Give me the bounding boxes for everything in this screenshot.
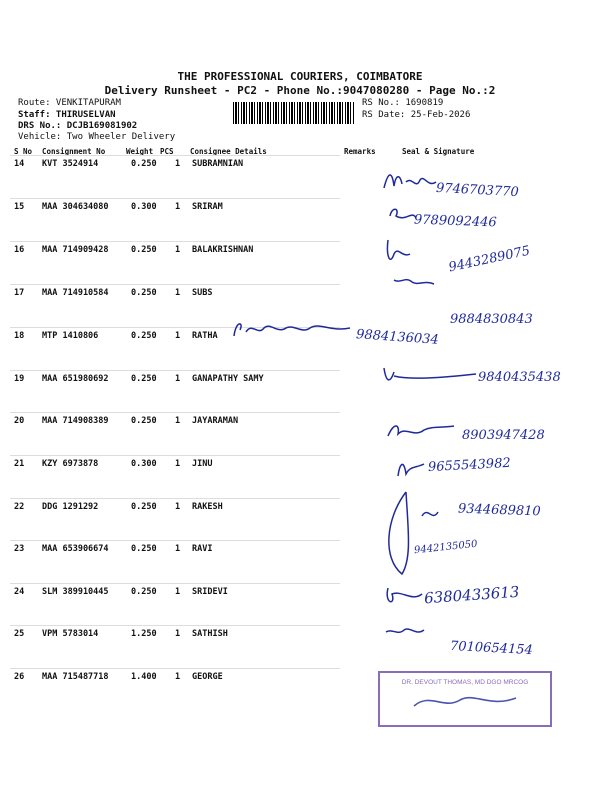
row-pcs: 1 xyxy=(175,502,181,512)
row-pcs: 1 xyxy=(175,587,181,597)
row-pcs: 1 xyxy=(175,159,181,169)
row-consignee: GEORGE xyxy=(192,672,223,682)
row-pcs: 1 xyxy=(175,544,181,554)
row-pcs: 1 xyxy=(175,459,181,469)
row-weight: 0.250 xyxy=(131,374,157,384)
row-consignment: MAA 653906674 xyxy=(42,544,109,554)
company-title: THE PROFESSIONAL COURIERS, COIMBATORE xyxy=(177,70,423,83)
row-consignee: GANAPATHY SAMY xyxy=(192,374,264,384)
signature-image xyxy=(394,456,430,482)
row-divider xyxy=(10,540,340,541)
row-consignment: MAA 715487718 xyxy=(42,672,109,682)
handwritten-phone: 7010654154 xyxy=(449,638,534,659)
row-consignment: KVT 3524914 xyxy=(42,159,99,169)
row-pcs: 1 xyxy=(175,416,181,426)
row-sno: 17 xyxy=(14,288,25,298)
row-consignee: JINU xyxy=(192,459,213,469)
rs-date: RS Date: 25-Feb-2026 xyxy=(362,110,471,120)
row-consignment: MAA 651980692 xyxy=(42,374,109,384)
row-consignment: MAA 714908389 xyxy=(42,416,109,426)
row-divider xyxy=(10,198,340,199)
signature-image xyxy=(386,204,420,226)
row-consignee: SRIDEVI xyxy=(192,587,228,597)
row-divider xyxy=(10,241,340,242)
stamp-signature-image xyxy=(410,690,520,712)
col-seal-signature: Seal & Signature xyxy=(402,147,475,156)
col-consignee: Consignee Details xyxy=(190,147,267,156)
row-sno: 15 xyxy=(14,202,25,212)
row-consignment: MAA 714909428 xyxy=(42,245,109,255)
col-sno: S No xyxy=(14,147,33,156)
handwritten-phone: 9443289075 xyxy=(447,243,532,276)
row-weight: 1.400 xyxy=(131,672,157,682)
row-sno: 14 xyxy=(14,159,25,169)
row-sno: 16 xyxy=(14,245,25,255)
signature-image xyxy=(384,420,458,442)
row-weight: 0.250 xyxy=(131,159,157,169)
rs-number: RS No.: 1690819 xyxy=(362,98,444,108)
handwritten-phone: 9655543982 xyxy=(427,455,512,476)
row-sno: 19 xyxy=(14,374,25,384)
row-consignee: SRIRAM xyxy=(192,202,223,212)
row-sno: 23 xyxy=(14,544,25,554)
row-pcs: 1 xyxy=(175,245,181,255)
barcode-image xyxy=(233,102,355,124)
row-weight: 0.250 xyxy=(131,544,157,554)
row-sno: 22 xyxy=(14,502,25,512)
handwritten-phone: 9442135050 xyxy=(413,538,479,557)
row-pcs: 1 xyxy=(175,629,181,639)
drs-label: DRS No.: DCJB169081902 xyxy=(18,121,138,131)
signature-image xyxy=(230,318,360,340)
row-weight: 0.250 xyxy=(131,502,157,512)
col-weight: Weight xyxy=(126,147,154,156)
row-sno: 25 xyxy=(14,629,25,639)
row-sno: 20 xyxy=(14,416,25,426)
handwritten-phone: 9884136034 xyxy=(355,327,440,348)
handwritten-phone: 9884830843 xyxy=(450,312,533,327)
col-consignment: Consignment No xyxy=(42,147,106,156)
handwritten-phone: 9840435438 xyxy=(478,370,561,385)
col-remarks: Remarks xyxy=(344,147,376,156)
row-weight: 0.250 xyxy=(131,587,157,597)
stamp-text: DR. DEVOUT THOMAS, MD DGO MRCOG xyxy=(401,679,529,686)
handwritten-phone: 9344689810 xyxy=(457,501,541,520)
row-consignment: MAA 714910584 xyxy=(42,288,109,298)
row-weight: 0.300 xyxy=(131,202,157,212)
handwritten-phone: 9789092446 xyxy=(413,212,497,231)
handwritten-phone: 9746703770 xyxy=(435,180,520,201)
row-weight: 0.250 xyxy=(131,245,157,255)
row-consignment: VPM 5783014 xyxy=(42,629,99,639)
doctor-stamp xyxy=(378,671,552,727)
row-consignee: SATHISH xyxy=(192,629,228,639)
signature-image xyxy=(382,236,452,300)
row-divider xyxy=(10,625,340,626)
row-consignee: SUBS xyxy=(192,288,213,298)
row-weight: 1.250 xyxy=(131,629,157,639)
row-consignee: SUBRAMNIAN xyxy=(192,159,244,169)
row-pcs: 1 xyxy=(175,672,181,682)
row-divider xyxy=(10,284,340,285)
vehicle-label: Vehicle: Two Wheeler Delivery xyxy=(18,132,176,142)
row-consignment: KZY 6973878 xyxy=(42,459,99,469)
row-pcs: 1 xyxy=(175,202,181,212)
signature-image xyxy=(376,488,446,580)
handwritten-phone: 6380433613 xyxy=(423,582,520,608)
signature-image xyxy=(382,584,428,644)
row-weight: 0.250 xyxy=(131,416,157,426)
row-divider xyxy=(10,668,340,669)
row-consignee: JAYARAMAN xyxy=(192,416,239,426)
row-sno: 26 xyxy=(14,672,25,682)
row-weight: 0.300 xyxy=(131,459,157,469)
row-weight: 0.250 xyxy=(131,331,157,341)
row-weight: 0.250 xyxy=(131,288,157,298)
row-sno: 18 xyxy=(14,331,25,341)
row-divider xyxy=(10,583,340,584)
row-pcs: 1 xyxy=(175,288,181,298)
signature-image xyxy=(380,362,480,388)
route-label: Route: VENKITAPURAM xyxy=(18,98,121,108)
row-divider xyxy=(10,370,340,371)
row-consignment: MTP 1410806 xyxy=(42,331,99,341)
row-pcs: 1 xyxy=(175,374,181,384)
row-consignee: RATHA xyxy=(192,331,218,341)
row-divider xyxy=(10,155,340,156)
row-consignee: RAVI xyxy=(192,544,213,554)
row-pcs: 1 xyxy=(175,331,181,341)
staff-label: Staff: THIRUSELVAN xyxy=(18,110,116,120)
row-divider xyxy=(10,498,340,499)
row-consignment: MAA 304634080 xyxy=(42,202,109,212)
row-divider xyxy=(10,412,340,413)
row-sno: 21 xyxy=(14,459,25,469)
row-consignee: BALAKRISHNAN xyxy=(192,245,254,255)
row-consignment: DDG 1291292 xyxy=(42,502,99,512)
signature-image xyxy=(382,166,442,196)
row-sno: 24 xyxy=(14,587,25,597)
row-consignment: SLM 389910445 xyxy=(42,587,109,597)
row-divider xyxy=(10,455,340,456)
handwritten-phone: 8903947428 xyxy=(462,428,545,443)
row-consignee: RAKESH xyxy=(192,502,223,512)
runsheet-subtitle: Delivery Runsheet - PC2 - Phone No.:9047080280 - Page No.:2 xyxy=(104,84,496,97)
col-pcs: PCS xyxy=(160,147,174,156)
